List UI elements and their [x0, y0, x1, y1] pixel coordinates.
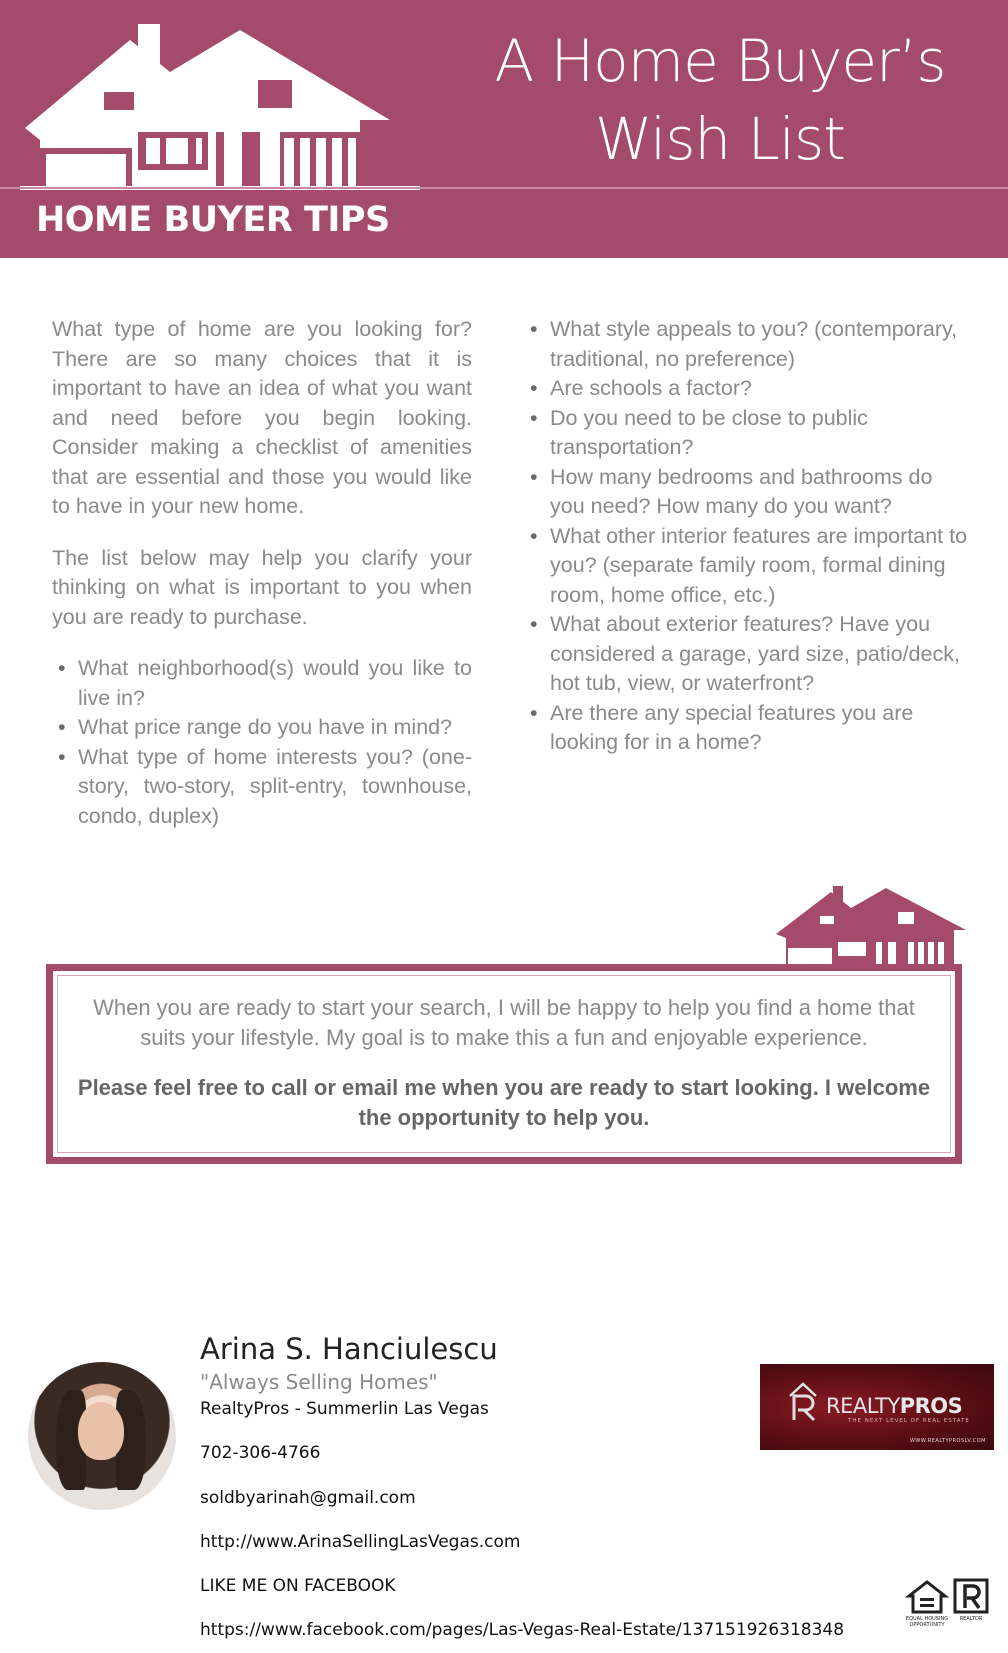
banner-subtitle: HOME BUYER TIPS — [36, 200, 390, 240]
agent-name: Arina S. Hanciulescu — [200, 1332, 498, 1366]
callout-bold-text: Please feel free to call or email me when you are ready to start looking. I welcome the opportunity to help you. — [77, 1075, 931, 1130]
left-column — [52, 315, 472, 831]
agent-phone[interactable]: 702-306-4766 — [200, 1443, 321, 1463]
title-line-1: A Home Buyer’s — [494, 27, 946, 95]
list-item: • What style appeals to you? (contemporary, traditional, no preference) — [524, 315, 970, 374]
realty-pros-r-icon — [788, 1380, 818, 1422]
list-item: • Do you need to be close to public transportation? — [524, 404, 970, 463]
list-item: • What price range do you have in mind? — [52, 713, 472, 743]
agent-tagline: "Always Selling Homes" — [200, 1370, 438, 1394]
title-line-2: Wish List — [595, 105, 845, 173]
avatar — [28, 1362, 176, 1510]
small-house-icon — [776, 886, 966, 966]
facebook-label: LIKE ME ON FACEBOOK — [200, 1576, 396, 1596]
facebook-link[interactable]: https://www.facebook.com/pages/Las-Vegas-Real-Estate/137151926318348 — [200, 1620, 845, 1640]
list-item: • How many bedrooms and bathrooms do you need? How many do you want? — [524, 463, 970, 522]
logo-brand-bold: PROS — [899, 1394, 963, 1418]
intro-paragraph-2: The list below may help you clarify your thinking on what is important to you when you are ready to purchase. — [52, 545, 472, 629]
callout-text: When you are ready to start your search, I will be happy to help you find a home that suits your lifestyle. My goal is to make this a fun and enjoyable experience. — [93, 995, 915, 1050]
list-item: • Are schools a factor? — [524, 374, 970, 404]
agent-website-link[interactable]: http://www.ArinaSellingLasVegas.com — [200, 1532, 521, 1552]
realtor-label: REALTOR — [959, 1616, 983, 1622]
logo-brand-light: REALTY — [826, 1394, 900, 1418]
realty-pros-logo — [760, 1364, 994, 1450]
header-banner — [0, 0, 1008, 258]
logo-tagline: THE NEXT LEVEL OF REAL ESTATE — [848, 1418, 970, 1424]
agent-company: RealtyPros - Summerlin Las Vegas — [200, 1399, 489, 1419]
logo-url: WWW.REALTYPROSLV.COM — [909, 1438, 986, 1444]
list-item: • What type of home interests you? (one-story, two-story, split-entry, townhouse, condo, duplex) — [52, 743, 472, 832]
right-column — [550, 315, 970, 758]
house-silhouette-icon — [20, 20, 420, 190]
list-item: • Are there any special features you are looking for in a home? — [524, 699, 970, 758]
callout-box — [46, 964, 962, 1164]
avatar-face — [78, 1402, 124, 1460]
equal-housing-label: EQUAL HOUSING OPPORTUNITY — [905, 1616, 949, 1628]
logo-brand — [826, 1394, 962, 1418]
list-item: • What about exterior features? Have you considered a garage, yard size, patio/deck, hot tub, view, or waterfront? — [524, 610, 970, 699]
left-bullet-list — [52, 654, 472, 831]
page-title — [470, 22, 970, 178]
list-item: • What other interior features are important to you? (separate family room, formal dining room, home office, etc.) — [524, 522, 970, 611]
list-item: • What neighborhood(s) would you like to live in? — [52, 654, 472, 713]
intro-paragraph-1: What type of home are you looking for? There are so many choices that it is important to have an idea of what you want and need before you begin looking. Consider making a checklist of amenities that are essential and those you would like to have in your new home. — [52, 317, 472, 518]
right-bullet-list — [524, 315, 970, 758]
agent-email-link[interactable]: soldbyarinah@gmail.com — [200, 1488, 416, 1508]
banner-divider — [0, 187, 1008, 189]
